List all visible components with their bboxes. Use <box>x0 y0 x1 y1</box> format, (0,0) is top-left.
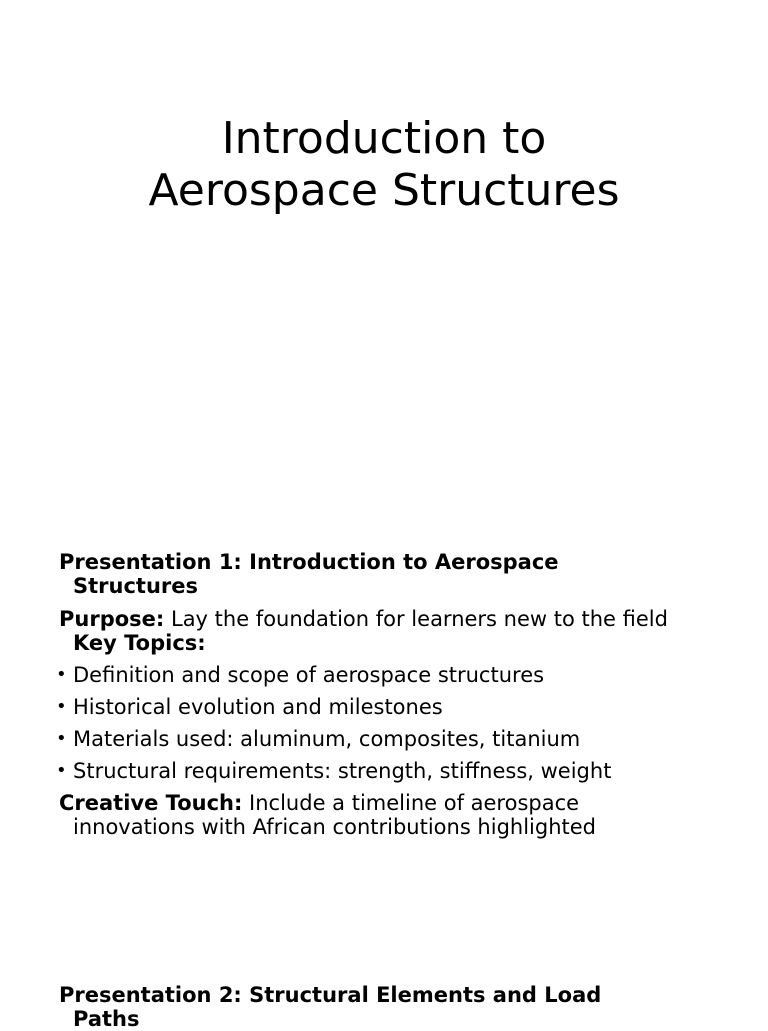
topic-text: Structural requirements: strength, stiffness, weight <box>73 759 612 783</box>
page-title <box>0 113 768 217</box>
presentation-1-heading-line-1: Presentation 1: Introduction to Aerospace <box>59 550 559 574</box>
presentation-1-heading <box>59 550 719 598</box>
key-topics-label: Key Topics: <box>73 631 206 655</box>
bullet-icon: • <box>56 728 67 749</box>
title-line-1: Introduction to <box>221 113 547 164</box>
purpose-label: Purpose: <box>59 607 165 631</box>
creative-touch-text-1: Include a timeline of aerospace <box>242 791 580 815</box>
bullet-icon: • <box>56 664 67 685</box>
purpose-paragraph <box>59 607 719 655</box>
presentation-1-section <box>56 550 719 839</box>
topic-text: Historical evolution and milestones <box>73 695 443 719</box>
list-item <box>56 695 719 719</box>
list-item <box>56 759 719 783</box>
purpose-text: Lay the foundation for learners new to the field <box>164 607 668 631</box>
topic-text: Definition and scope of aerospace structures <box>73 663 545 687</box>
topic-text: Materials used: aluminum, composites, titanium <box>73 727 581 751</box>
presentation-2-heading-line-1: Presentation 2: Structural Elements and Load <box>59 983 602 1007</box>
list-item <box>56 727 719 751</box>
key-topics-list <box>56 663 719 783</box>
creative-touch-paragraph <box>59 791 719 839</box>
list-item <box>56 663 719 687</box>
presentation-1-heading-line-2: Structures <box>73 574 199 598</box>
presentation-2-heading-line-2: Paths <box>73 1007 140 1031</box>
bullet-icon: • <box>56 760 67 781</box>
creative-touch-text-2: innovations with African contributions highlighted <box>73 815 597 839</box>
title-line-2: Aerospace Structures <box>148 165 620 216</box>
creative-touch-label: Creative Touch: <box>59 791 243 815</box>
bullet-icon: • <box>56 696 67 717</box>
